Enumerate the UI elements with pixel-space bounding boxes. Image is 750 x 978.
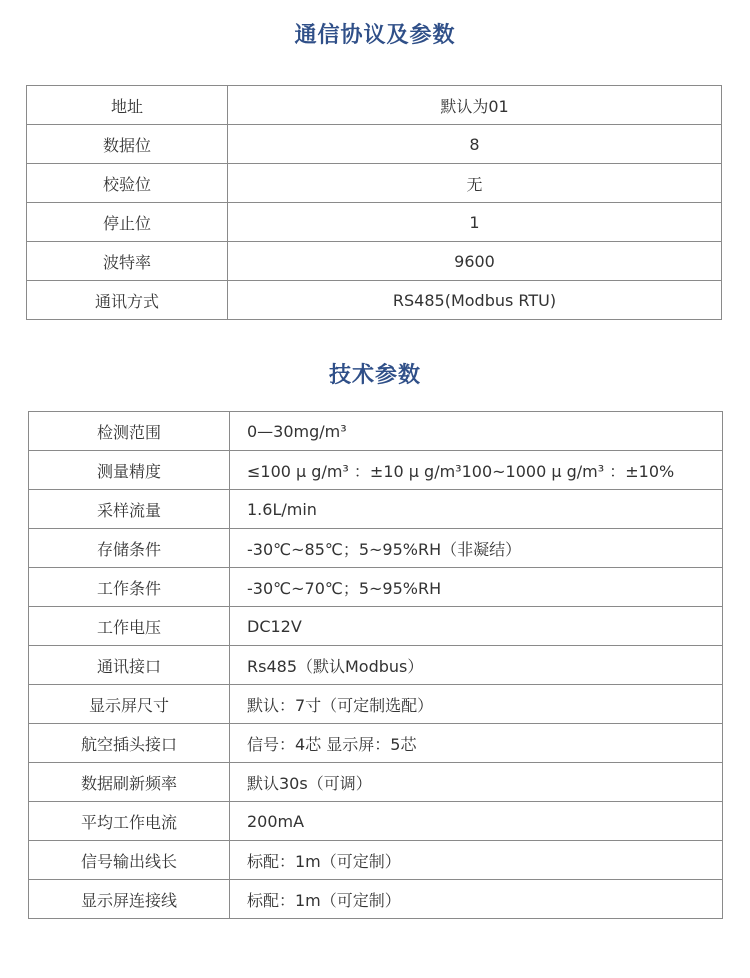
table-row bbox=[29, 451, 723, 490]
row-label: 工作条件 bbox=[29, 568, 230, 607]
row-label: 存储条件 bbox=[29, 529, 230, 568]
row-label: 通讯接口 bbox=[29, 646, 230, 685]
row-value: 1 bbox=[228, 203, 722, 242]
row-value: 8 bbox=[228, 125, 722, 164]
table-row bbox=[29, 490, 723, 529]
row-value: 默认：7寸（可定制选配） bbox=[230, 685, 723, 724]
row-label: 工作电压 bbox=[29, 607, 230, 646]
row-value: RS485(Modbus RTU) bbox=[228, 281, 722, 320]
table-row bbox=[29, 841, 723, 880]
row-value: Rs485（默认Modbus） bbox=[230, 646, 723, 685]
table-row bbox=[29, 880, 723, 919]
row-label: 采样流量 bbox=[29, 490, 230, 529]
table-row bbox=[29, 568, 723, 607]
row-label: 平均工作电流 bbox=[29, 802, 230, 841]
tech-specs-table bbox=[28, 411, 723, 919]
row-value: 无 bbox=[228, 164, 722, 203]
row-label: 数据位 bbox=[27, 125, 228, 164]
row-label: 信号输出线长 bbox=[29, 841, 230, 880]
protocol-section-title: 通信协议及参数 bbox=[294, 23, 456, 48]
table-row bbox=[27, 281, 722, 320]
row-label: 波特率 bbox=[27, 242, 228, 281]
row-value: 0—30mg/m³ bbox=[230, 412, 723, 451]
table-row bbox=[29, 724, 723, 763]
row-label: 地址 bbox=[27, 86, 228, 125]
row-value: 默认为01 bbox=[228, 86, 722, 125]
row-value: 标配：1m（可定制） bbox=[230, 841, 723, 880]
row-label: 数据刷新频率 bbox=[29, 763, 230, 802]
table-row bbox=[29, 529, 723, 568]
row-value: 标配：1m（可定制） bbox=[230, 880, 723, 919]
row-label: 测量精度 bbox=[29, 451, 230, 490]
table-row bbox=[27, 125, 722, 164]
table-row bbox=[29, 607, 723, 646]
row-label: 检测范围 bbox=[29, 412, 230, 451]
row-value: DC12V bbox=[230, 607, 723, 646]
table-row bbox=[29, 646, 723, 685]
row-value: 9600 bbox=[228, 242, 722, 281]
row-label: 通讯方式 bbox=[27, 281, 228, 320]
row-value: 默认30s（可调） bbox=[230, 763, 723, 802]
table-row bbox=[29, 412, 723, 451]
table-row bbox=[27, 164, 722, 203]
row-label: 显示屏尺寸 bbox=[29, 685, 230, 724]
row-label: 停止位 bbox=[27, 203, 228, 242]
row-value: 信号：4芯 显示屏：5芯 bbox=[230, 724, 723, 763]
table-row bbox=[29, 685, 723, 724]
row-value: -30℃~85℃；5~95%RH（非凝结） bbox=[230, 529, 723, 568]
table-row bbox=[27, 242, 722, 281]
table-row bbox=[27, 86, 722, 125]
table-row bbox=[29, 802, 723, 841]
row-label: 校验位 bbox=[27, 164, 228, 203]
row-value: ≤100 μ g/m³ ：±10 μ g/m³100~1000 μ g/m³ ：±10% bbox=[230, 451, 723, 490]
tech-specs-section-title: 技术参数 bbox=[328, 363, 421, 388]
row-value: 200mA bbox=[230, 802, 723, 841]
protocol-table bbox=[26, 85, 722, 320]
row-value: 1.6L/min bbox=[230, 490, 723, 529]
table-row bbox=[27, 203, 722, 242]
row-label: 航空插头接口 bbox=[29, 724, 230, 763]
row-label: 显示屏连接线 bbox=[29, 880, 230, 919]
row-value: -30℃~70℃；5~95%RH bbox=[230, 568, 723, 607]
table-row bbox=[29, 763, 723, 802]
